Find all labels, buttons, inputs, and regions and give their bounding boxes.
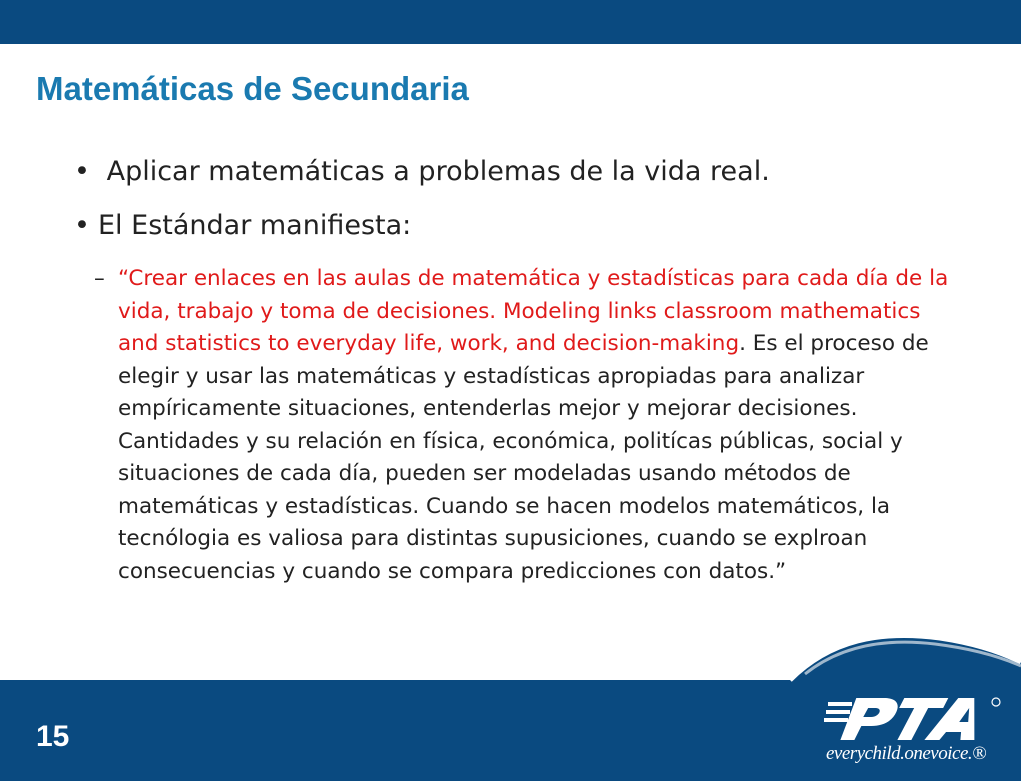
bullet-item (74, 204, 994, 248)
sub-bullet-marker: – (94, 266, 105, 291)
standard-quote (94, 263, 964, 588)
quote-black-text: . Es el proceso de elegir y usar las matemáticas y estadísticas apropiadas para analizar empíricamente situaciones, entenderlas mejor y mejorar decisiones. Cantidades y su relación en física, económica, politícas públicas, social y situaciones de cada día, pueden ser modeladas usando métodos de matemáticas y estadísticas. Cuando se hacen modelos matemáticos, la tecnólogia es valiosa para distintas supusiciones, cuando se explroan consecuencias y cuando se compara predicciones con datos.” (118, 331, 929, 584)
bullet-text: Aplicar matemáticas a problemas de la vida real. (106, 156, 770, 187)
bullet-text: El Estándar manifiesta: (98, 210, 412, 241)
page-number: 15 (36, 720, 70, 753)
bullet-marker: • (74, 156, 90, 187)
quote-red-text: “Crear enlaces en las aulas de matemática y estadísticas para cada día de la vida, trabajo y toma de decisiones. Modeling links classroom mathematics and statistics to everyday life, work, and decision-making (118, 266, 949, 356)
quote-text (118, 263, 964, 588)
bullet-item (74, 150, 994, 194)
top-bar (0, 0, 1021, 44)
slide-title: Matemáticas de Secundaria (36, 70, 469, 107)
bullet-marker: • (74, 210, 90, 241)
logo-tagline: everychild.onevoice.® (826, 743, 987, 764)
bullet-list (74, 150, 994, 258)
